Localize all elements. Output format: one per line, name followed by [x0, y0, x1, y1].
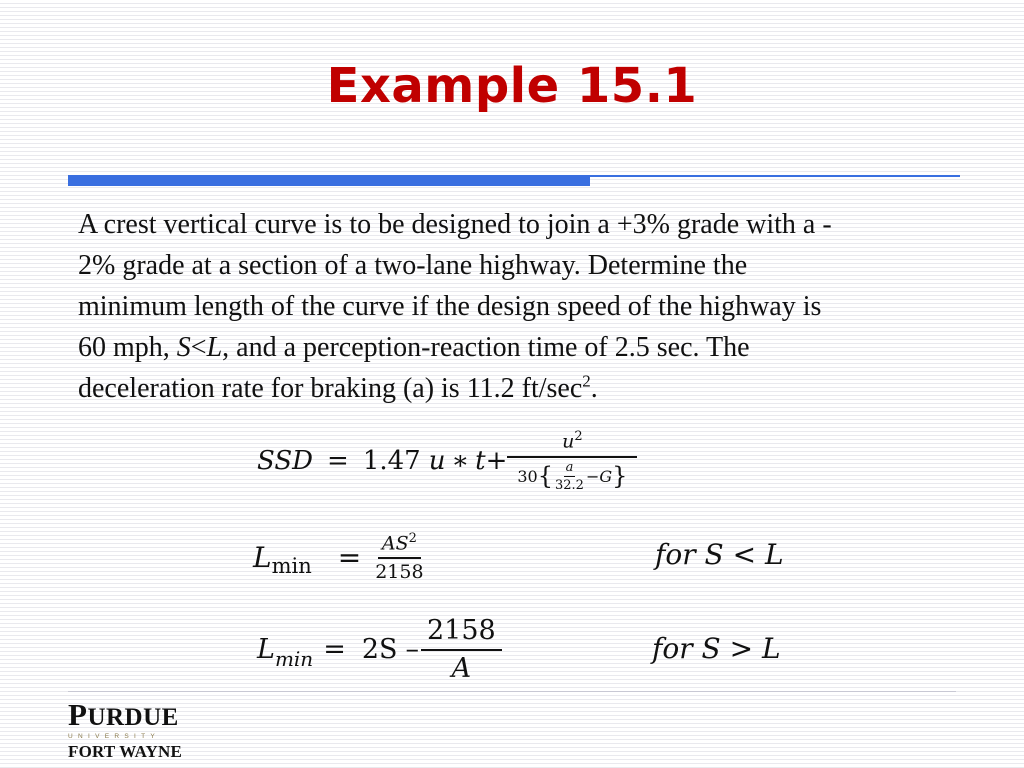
ssd-denominator: [513, 458, 631, 493]
ssd-label: SSD: [257, 446, 314, 476]
var-g: G: [599, 466, 613, 486]
lmin2-minus: –: [405, 633, 419, 665]
inner-fraction: [553, 460, 586, 493]
condition-s-greater-l: for S > L: [652, 632, 781, 665]
purdue-fort-wayne-logo: [68, 697, 184, 761]
problem-line-5: [78, 368, 1008, 409]
ssd-equation: [257, 422, 637, 500]
var-t: t: [475, 446, 486, 476]
exponent-2: 2: [582, 371, 591, 391]
ssd-numerator: [507, 429, 637, 457]
den-minus: −: [585, 466, 600, 486]
var-u: u: [428, 446, 446, 476]
lmin1-num-as: AS: [381, 532, 409, 555]
title-underline-thick: [68, 175, 590, 186]
lmin2-denominator: A: [451, 652, 472, 684]
lmin1-num-exp: 2: [408, 531, 417, 547]
problem-statement: [78, 204, 1008, 409]
lmin2-equals: =: [323, 633, 346, 665]
num-exponent: 2: [574, 429, 583, 445]
equals-sign: =: [327, 446, 349, 476]
logo-purdue-rest: URDUE: [87, 704, 179, 731]
slide-title: Example 15.1: [326, 58, 698, 114]
problem-line-3: minimum length of the curve if the design speed of the highway is: [78, 291, 822, 322]
footer-divider: [68, 691, 956, 692]
inner-num: a: [565, 459, 574, 475]
logo-university: UNIVERSITY: [68, 733, 161, 740]
lmin1-numerator: [378, 531, 421, 558]
less-than-sign: <: [190, 332, 207, 363]
inner-den: 32.2: [554, 477, 584, 493]
problem-line-1: A crest vertical curve is to be designed to join a +3% grade with a -: [78, 209, 832, 240]
multiply-sign: ∗: [451, 446, 470, 476]
var-u-num: u: [562, 430, 575, 453]
lmin1-l: L: [253, 540, 272, 574]
lmin2-numerator: 2158: [421, 615, 502, 651]
var-l: L: [206, 332, 223, 363]
problem-line-4: [78, 327, 1008, 368]
lmin2-fraction: [421, 615, 502, 684]
left-brace: {: [537, 462, 553, 491]
title-underline-thin: [590, 175, 960, 177]
coefficient-147: 1.47: [362, 446, 421, 476]
lmin2-2s: 2S: [361, 633, 398, 665]
problem-line-4-post: , and a perception-reaction time of 2.5 sec. The: [222, 332, 750, 363]
problem-line-2: 2% grade at a section of a two-lane highway. Determine the: [78, 250, 748, 281]
lmin1-denominator: 2158: [375, 560, 424, 583]
den-30: 30: [517, 466, 538, 486]
lmin-equation-2: [257, 607, 502, 691]
right-brace: }: [612, 462, 628, 491]
logo-purdue: [68, 697, 184, 732]
lmin1-equals: =: [337, 540, 362, 574]
condition-s-less-l: for S < L: [655, 538, 784, 571]
lmin2-sub: min: [274, 647, 314, 671]
problem-line-5-text: deceleration rate for braking (a) is 11.2 ft/sec: [78, 373, 583, 404]
lmin1-fraction: [371, 531, 427, 582]
lmin2-l: L: [257, 633, 275, 665]
ssd-fraction: [507, 429, 637, 492]
lmin1-sub: min: [271, 554, 312, 578]
plus-sign: +: [485, 446, 508, 476]
logo-purdue-initial: P: [68, 697, 88, 732]
logo-fort-wayne: FORT WAYNE: [68, 742, 182, 761]
lmin-equation-1: [253, 522, 428, 592]
period: .: [590, 373, 598, 404]
problem-line-4-pre: 60 mph,: [78, 332, 177, 363]
var-s: S: [176, 332, 191, 363]
